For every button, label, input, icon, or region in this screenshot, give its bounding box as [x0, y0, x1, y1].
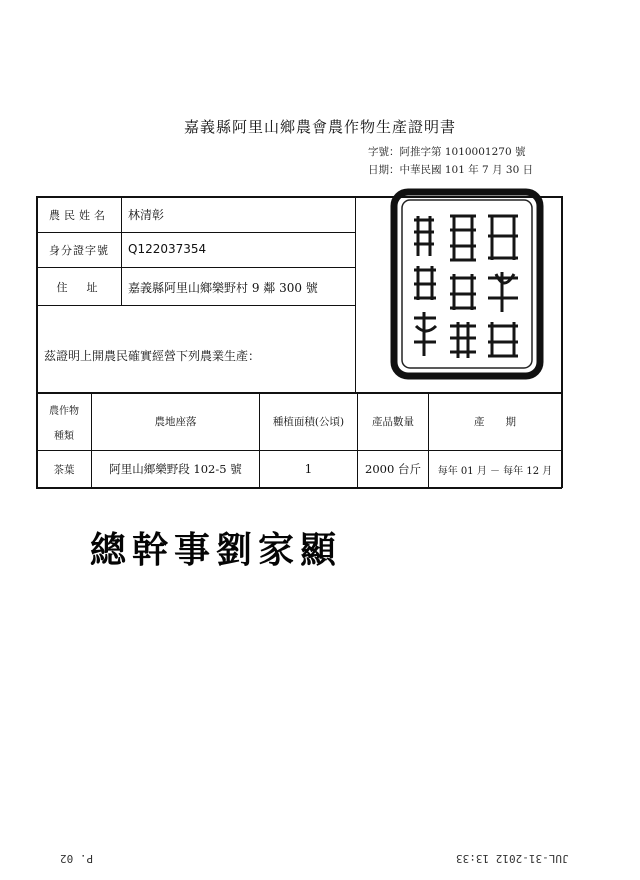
quantity-cell: 2000 台斤 [365, 462, 421, 476]
location-header: 農地座落 [154, 416, 197, 428]
issue-date: 日期：中華民國 101 年 7 月 30 日 [368, 164, 534, 176]
crop-type-header-line2: 種類 [54, 430, 74, 442]
document-title: 嘉義縣阿里山鄉農會農作物生產證明書 [183, 118, 456, 136]
period-header: 產 期 [474, 416, 516, 428]
reference-number: 字號：阿推字第 1010001270 號 [368, 146, 526, 158]
area-cell: 1 [304, 462, 313, 476]
crop-type-header [37, 393, 91, 450]
seal-graphic [388, 186, 546, 382]
general-manager-signature: 總幹事劉家顯 [90, 529, 343, 571]
page-number: P. 02 [60, 852, 94, 865]
official-seal [388, 186, 546, 382]
crop-cell: 茶葉 [53, 463, 75, 476]
fax-timestamp: JUL-31-2012 13:33 [456, 852, 569, 865]
id-number-value: Q122037354 [128, 242, 207, 256]
address-label: 住 址 [56, 280, 102, 294]
crop-type-header-line1: 農作物 [49, 405, 79, 417]
quantity-header: 產品數量 [372, 416, 414, 428]
certification-statement: 茲證明上開農民確實經營下列農業生產： [44, 349, 261, 363]
location-cell: 阿里山鄉樂野段 102-5 號 [109, 462, 242, 476]
area-header: 種植面積(公頃) [272, 416, 345, 428]
address-value: 嘉義縣阿里山鄉樂野村 9 鄰 300 號 [128, 281, 318, 295]
period-cell: 每年 01 月 － 每年 12 月 [437, 465, 553, 477]
farmer-name-value: 林清彰 [128, 208, 165, 222]
id-number-label: 身分證字號 [49, 244, 109, 257]
farmer-name-label: 農民姓名 [49, 208, 109, 222]
